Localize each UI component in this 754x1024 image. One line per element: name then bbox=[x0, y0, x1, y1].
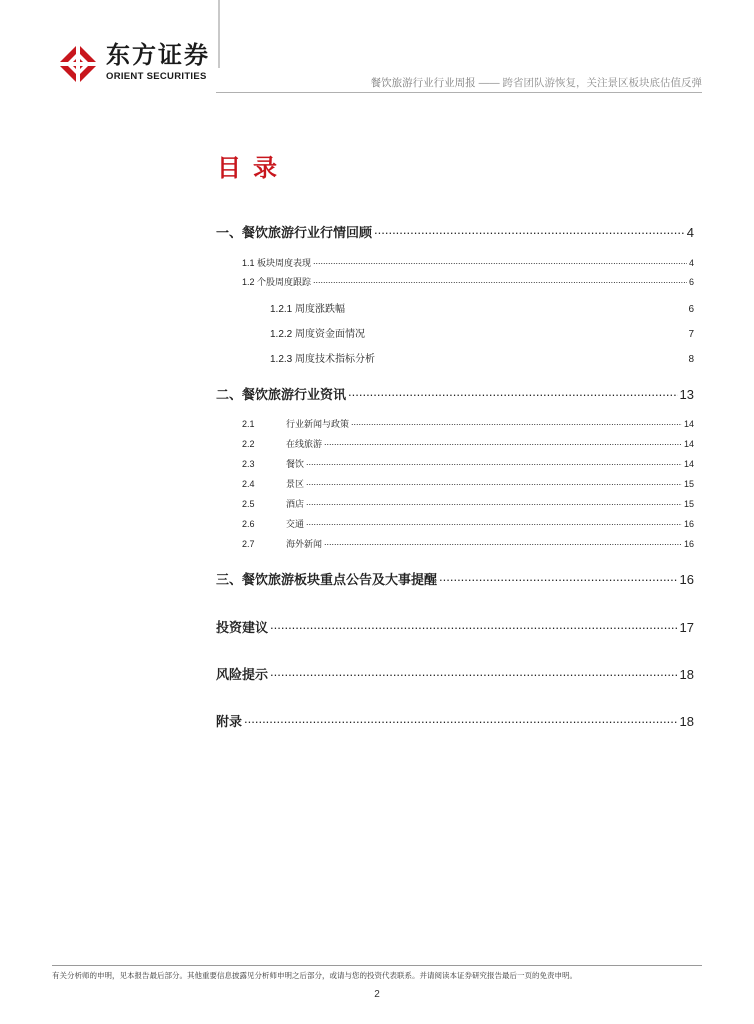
report-name: 餐饮旅游行业行业周报 bbox=[370, 77, 476, 89]
toc-entry-section-1[interactable]: 一、餐饮旅游行业行情回顾 ..... 4 bbox=[216, 222, 694, 241]
toc-entry-2-2[interactable]: 2.2 在线旅游 ..... 14 bbox=[216, 437, 694, 450]
page-number: 2 bbox=[374, 989, 380, 1000]
toc-entry-1-2-3[interactable]: 1.2.3 周度技术指标分析 8 bbox=[270, 354, 694, 365]
report-header-title bbox=[371, 75, 702, 90]
toc-entry-appendix[interactable]: 附录 ..... 18 bbox=[216, 711, 694, 730]
toc-entry-investment-advice[interactable]: 投资建议 ..... 17 bbox=[216, 617, 694, 636]
footer-divider bbox=[52, 965, 702, 966]
toc-entry-2-4[interactable]: 2.4 景区 ..... 15 bbox=[216, 477, 694, 490]
toc-entry-2-7[interactable]: 2.7 海外新闻 ..... 16 bbox=[216, 537, 694, 550]
toc-entry-1-1[interactable]: 1.1 板块周度表现 ..... 4 bbox=[216, 256, 694, 269]
report-subtitle: 跨省团队游恢复，关注景区板块底估值反弹 bbox=[502, 77, 702, 89]
logo-english-name: ORIENT SECURITIES bbox=[106, 71, 207, 82]
toc-entry-section-2[interactable]: 二、餐饮旅游行业资讯 ..... 13 bbox=[216, 384, 694, 403]
header-separator: —— bbox=[478, 77, 500, 89]
footer-disclaimer: 有关分析师的申明，见本报告最后部分。其他重要信息披露见分析师申明之后部分，或请与您的投资代表联系。并请阅读本证券研究报告最后一页的免责申明。 bbox=[52, 971, 577, 980]
header-divider bbox=[216, 92, 702, 93]
toc-entry-section-3[interactable]: 三、餐饮旅游板块重点公告及大事提醒 ..... 16 bbox=[216, 569, 694, 588]
logo-chinese-name: 东方证券 bbox=[106, 42, 210, 69]
toc-entry-2-1[interactable]: 2.1 行业新闻与政策 ..... 14 bbox=[216, 417, 694, 430]
toc-entry-2-6[interactable]: 2.6 交通 ..... 16 bbox=[216, 517, 694, 530]
toc-title: 目录 bbox=[217, 155, 289, 182]
toc-entry-2-3[interactable]: 2.3 餐饮 ..... 14 bbox=[216, 457, 694, 470]
header-vertical-divider bbox=[218, 0, 220, 68]
toc-entry-2-5[interactable]: 2.5 酒店 ..... 15 bbox=[216, 497, 694, 510]
toc-entry-1-2-1[interactable]: 1.2.1 周度涨跌幅 6 bbox=[270, 304, 694, 315]
toc-entry-1-2[interactable]: 1.2 个股周度跟踪 ..... 6 bbox=[216, 275, 694, 288]
company-logo bbox=[56, 40, 216, 86]
toc-entry-1-2-2[interactable]: 1.2.2 周度资金面情况 7 bbox=[270, 329, 694, 340]
toc-entry-risk-warning[interactable]: 风险提示 ..... 18 bbox=[216, 664, 694, 683]
orient-securities-logo-icon bbox=[56, 42, 100, 86]
